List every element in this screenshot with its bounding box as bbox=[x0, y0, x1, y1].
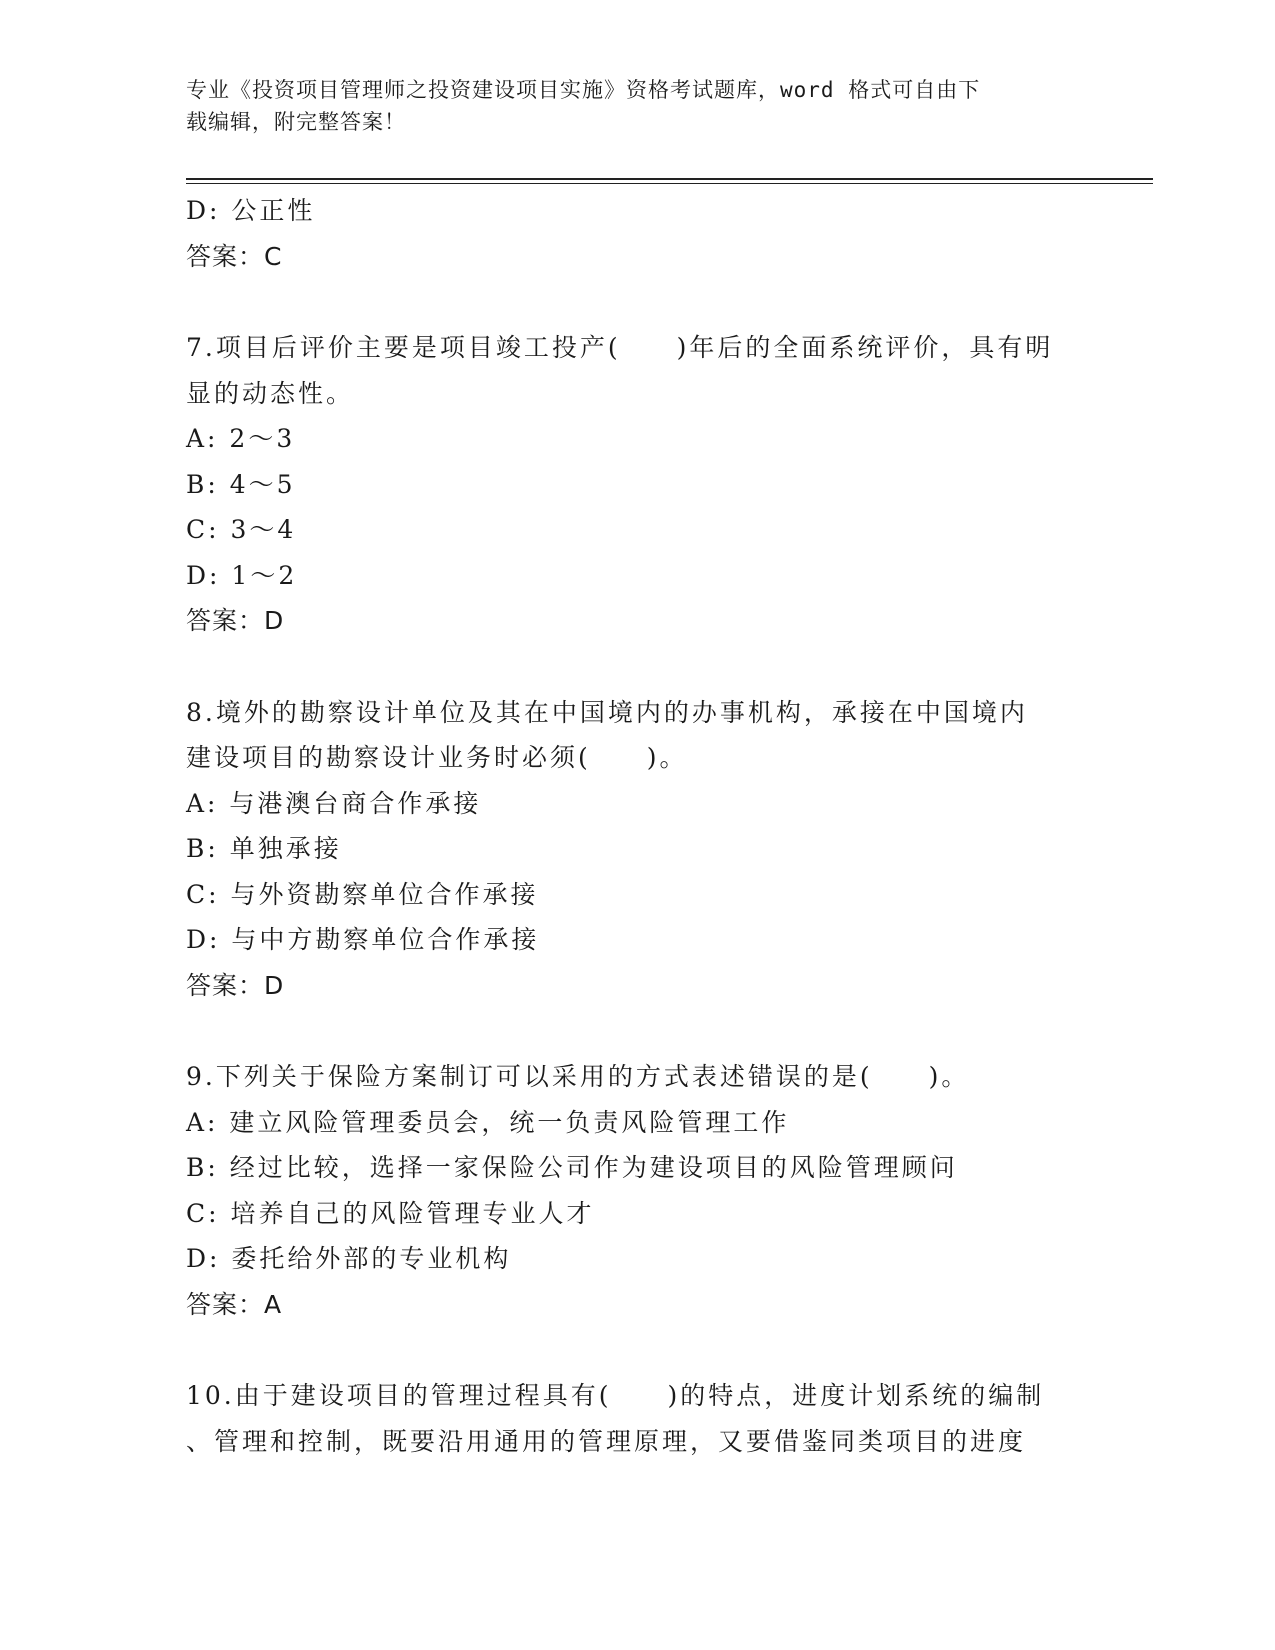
question-stem: 显的动态性。 bbox=[186, 378, 355, 408]
question-stem: 7.项目后评价主要是项目竣工投产( )年后的全面系统评价，具有明 bbox=[186, 333, 1054, 362]
question-9 bbox=[186, 1054, 1086, 1327]
answer-line: 答案：D bbox=[186, 970, 285, 1000]
option-d: D: 公正性 bbox=[186, 196, 316, 225]
option-b: B: 4～5 bbox=[186, 469, 296, 499]
spacer bbox=[186, 1008, 1086, 1054]
question-stem: 、管理和控制，既要沿用通用的管理原理，又要借鉴同类项目的进度 bbox=[186, 1426, 1027, 1456]
header-divider-thin bbox=[186, 183, 1153, 184]
spacer bbox=[186, 644, 1086, 690]
question-stem: 建设项目的勘察设计业务时必须( )。 bbox=[186, 743, 688, 772]
option-a: A: 2～3 bbox=[186, 424, 296, 453]
option-a: A: 与港澳台商合作承接 bbox=[186, 788, 482, 818]
option-b: B: 经过比较，选择一家保险公司作为建设项目的风险管理顾问 bbox=[186, 1153, 958, 1182]
document-header bbox=[186, 74, 1086, 138]
spacer bbox=[186, 279, 1086, 325]
question-6-tail bbox=[186, 188, 1086, 279]
option-c: C: 与外资勘察单位合作承接 bbox=[186, 879, 539, 909]
question-7 bbox=[186, 325, 1086, 644]
answer-line: 答案：D bbox=[186, 606, 285, 635]
question-list bbox=[186, 188, 1086, 1464]
question-stem: 10.由于建设项目的管理过程具有( )的特点，进度计划系统的编制 bbox=[186, 1381, 1045, 1410]
question-stem: 8.境外的勘察设计单位及其在中国境内的办事机构，承接在中国境内 bbox=[186, 697, 1028, 727]
option-c: C: 培养自己的风险管理专业人才 bbox=[186, 1198, 595, 1228]
option-d: D: 委托给外部的专业机构 bbox=[186, 1244, 512, 1273]
option-d: D: 与中方勘察单位合作承接 bbox=[186, 925, 540, 954]
spacer bbox=[186, 1327, 1086, 1373]
option-a: A: 建立风险管理委员会，统一负责风险管理工作 bbox=[186, 1107, 790, 1137]
question-10 bbox=[186, 1373, 1086, 1464]
question-stem: 9.下列关于保险方案制订可以采用的方式表述错误的是( )。 bbox=[186, 1062, 970, 1091]
answer-line: 答案：C bbox=[186, 241, 283, 271]
option-c: C: 3～4 bbox=[186, 515, 297, 544]
header-divider-thick bbox=[186, 178, 1153, 180]
header-line-1: 专业《投资项目管理师之投资建设项目实施》资格考试题库，word 格式可自由下 bbox=[186, 78, 981, 102]
option-b: B: 单独承接 bbox=[186, 834, 342, 863]
option-d: D: 1～2 bbox=[186, 560, 298, 590]
answer-line: 答案：A bbox=[186, 1289, 283, 1319]
header-line-2: 载编辑，附完整答案！ bbox=[186, 110, 406, 134]
question-8 bbox=[186, 690, 1086, 1009]
